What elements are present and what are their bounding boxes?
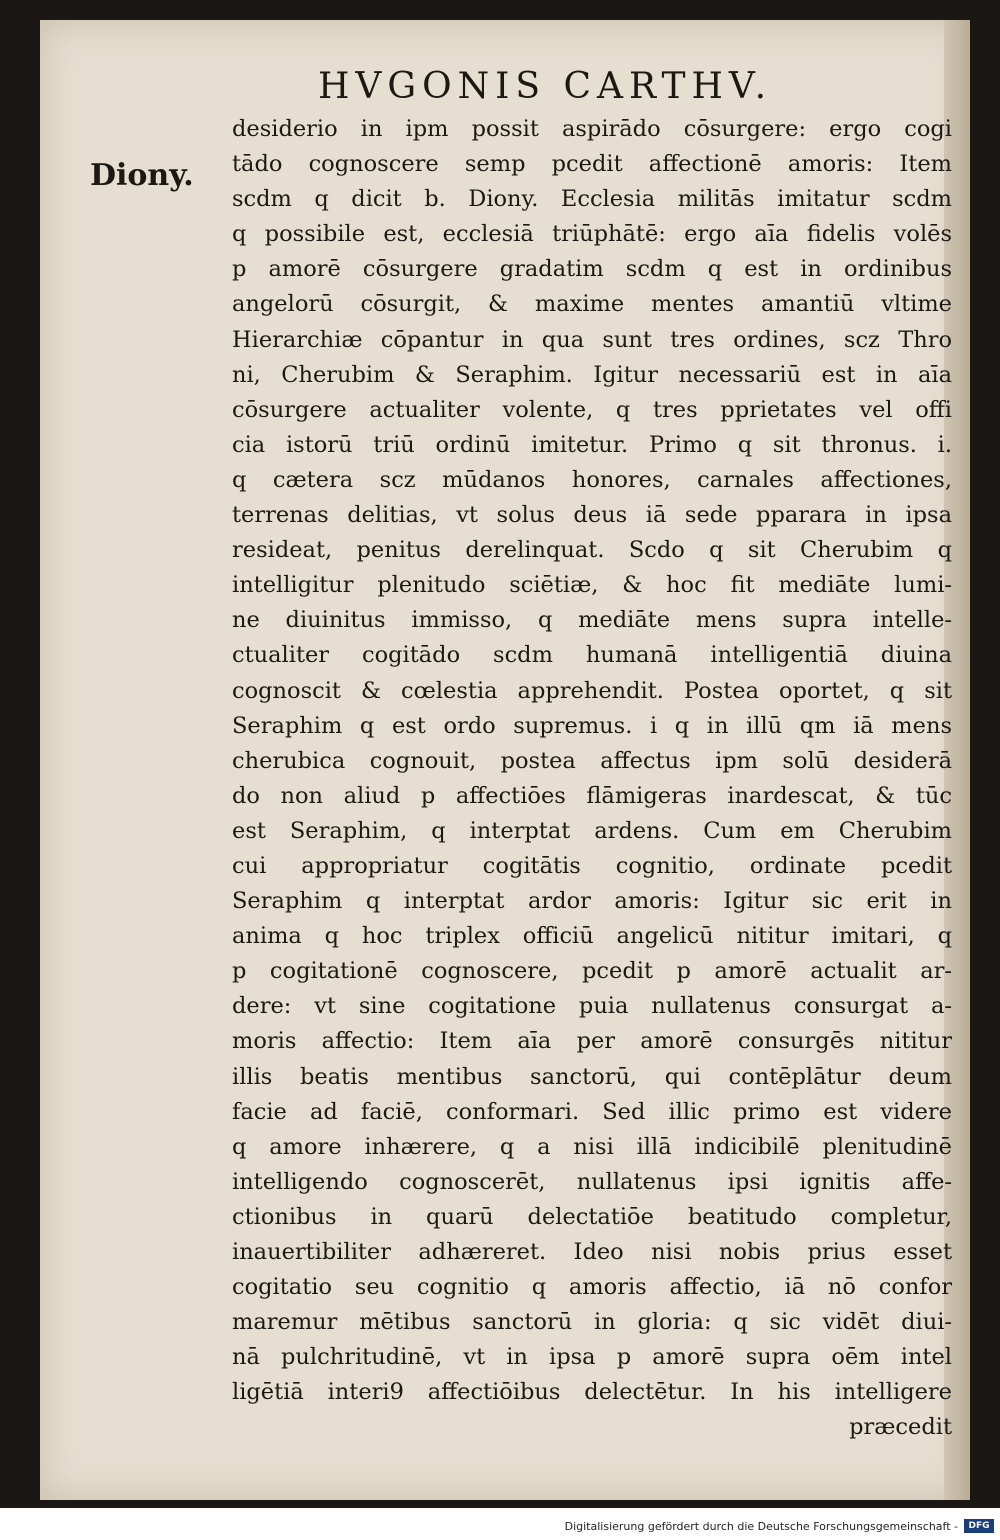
- dfg-logo-icon: DFG: [964, 1519, 994, 1533]
- text-line: p amorē cōsurgere gradatim scdm q est in ordinibus: [232, 256, 952, 283]
- text-line: intelligitur plenitudo sciētiæ, & hoc fit mediāte lumi-: [232, 572, 952, 599]
- text-line: cia istorū triū ordinū imitetur. Primo q sit thronus. i.: [232, 431, 952, 458]
- text-line: scdm q dicit b. Diony. Ecclesia militās imitatur scdm: [232, 186, 952, 213]
- text-line: anima q hoc triplex officiū angelicū nititur imitari, q: [232, 923, 952, 950]
- text-line: angelorū cōsurgit, & maxime mentes amantiū vltime: [232, 291, 952, 318]
- text-line: q cætera scz mūdanos honores, carnales affectiones,: [232, 466, 952, 493]
- text-line: cognoscit & cœlestia apprehendit. Postea oportet, q sit: [232, 677, 952, 704]
- catchword: præcedit: [849, 1414, 952, 1441]
- text-line: q possibile est, ecclesiā triūphātē: ergo aīa fidelis volēs: [232, 221, 952, 248]
- text-line: ne diuinitus immisso, q mediāte mens supra intelle-: [232, 607, 952, 634]
- text-line: est Seraphim, q interptat ardens. Cum em Cherubim: [232, 817, 952, 844]
- text-line: Seraphim q interptat ardor amoris: Igitur sic erit in: [232, 888, 952, 915]
- text-line: moris affectio: Item aīa per amorē consurgēs nititur: [232, 1028, 952, 1055]
- text-line: ni, Cherubim & Seraphim. Igitur necessariū est in aīa: [232, 361, 952, 388]
- margin-note: Diony.: [90, 158, 194, 193]
- text-line: ligētiā interi9 affectiōibus delectētur. In his intelligere: [232, 1379, 952, 1406]
- text-line: Seraphim q est ordo supremus. i q in illū qm iā mens: [232, 712, 952, 739]
- text-line: cogitatio seu cognitio q amoris affectio, iā nō confor: [232, 1274, 952, 1301]
- text-line: q amore inhærere, q a nisi illā indicibilē plenitudinē: [232, 1133, 952, 1160]
- text-line: p cogitationē cognoscere, pcedit p amorē actualit ar-: [232, 958, 952, 985]
- text-line: Hierarchiæ cōpantur in qua sunt tres ordines, scz Thro: [232, 326, 952, 353]
- text-line: inauertibiliter adhæreret. Ideo nisi nobis prius esset: [232, 1239, 952, 1265]
- text-line: ctionibus in quarū delectatiōe beatitudo completur,: [232, 1203, 952, 1230]
- text-block: [232, 112, 952, 1446]
- text-line: terrenas delitias, vt solus deus iā sede pparara in ipsa: [232, 502, 952, 529]
- text-line: do non aliud p affectiōes flāmigeras inardescat, & tūc: [232, 782, 952, 809]
- running-head: HVGONIS CARTHV.: [318, 66, 773, 107]
- text-line: illis beatis mentibus sanctorū, qui contēplātur deum: [232, 1063, 952, 1090]
- text-line: facie ad faciē, conformari. Sed illic primo est videre: [232, 1098, 952, 1125]
- text-line: cherubica cognouit, postea affectus ipm solū desiderā: [232, 747, 952, 774]
- text-line: tādo cognoscere semp pcedit affectionē amoris: Item: [232, 151, 952, 178]
- footer-bar: [0, 1508, 1000, 1540]
- text-line: desiderio in ipm possit aspirādo cōsurgere: ergo cogi: [232, 116, 952, 142]
- text-line: cōsurgere actualiter volente, q tres pprietates vel offi: [232, 396, 952, 423]
- text-line: maremur mētibus sanctorū in gloria: q sic vidēt diui-: [232, 1309, 952, 1336]
- text-line: intelligendo cognoscerēt, nullatenus ipsi ignitis affe-: [232, 1168, 952, 1195]
- funding-credit: Digitalisierung gefördert durch die Deutsche Forschungsgemeinschaft -: [564, 1520, 958, 1533]
- text-line: dere: vt sine cogitatione puia nullatenus consurgat a-: [232, 993, 952, 1020]
- text-line: resideat, penitus derelinquat. Scdo q sit Cherubim q: [232, 537, 952, 564]
- text-line: cui appropriatur cogitātis cognitio, ordinate pcedit: [232, 852, 952, 879]
- text-line: ctualiter cogitādo scdm humanā intelligentiā diuina: [232, 642, 952, 669]
- text-line: nā pulchritudinē, vt in ipsa p amorē supra oēm intel: [232, 1344, 952, 1371]
